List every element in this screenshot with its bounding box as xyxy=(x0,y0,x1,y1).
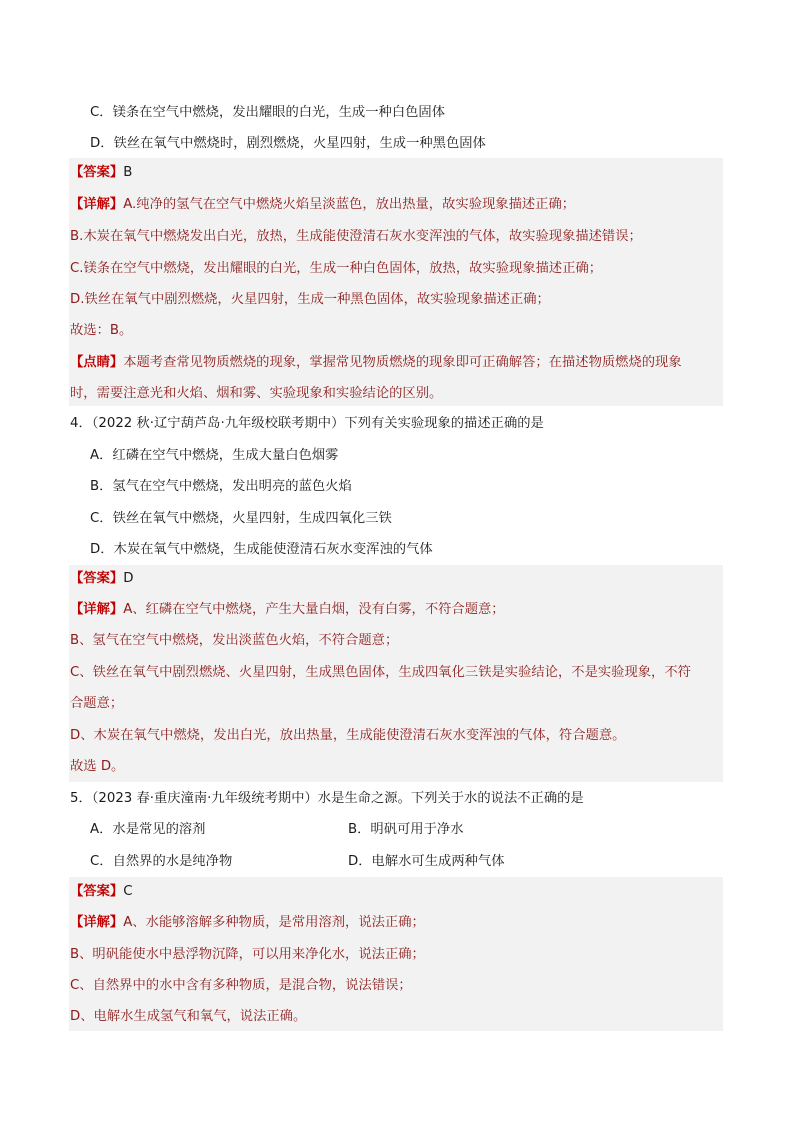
q4-answer-block xyxy=(69,565,723,782)
q5-answer-block xyxy=(69,877,723,1031)
q5-option-d: D．电解水可生成两种气体 xyxy=(348,854,505,869)
q4-stem: 4．（2022 秋·辽宁葫芦岛·九年级校联考期中）下列有关实验现象的描述正确的是 xyxy=(70,416,544,431)
detail-line: C、自然界中的水中含有多种物质，是混合物，说法错误； xyxy=(70,978,412,993)
q3-comment-row xyxy=(69,353,724,373)
comment-tag: 【点睛】 xyxy=(70,355,124,370)
q3-detail-row xyxy=(69,195,724,215)
answer-tag: 【答案】 xyxy=(70,165,124,180)
detail-line: 故选 D。 xyxy=(70,759,125,774)
detail-line: B、氢气在空气中燃烧，发出淡蓝色火焰，不符合题意； xyxy=(70,633,399,648)
detail-tag: 【详解】 xyxy=(70,915,124,930)
q5-stem: 5．（2023 春·重庆潼南·九年级统考期中）水是生命之源。下列关于水的说法不正确的是 xyxy=(70,791,584,806)
detail-line: 故选：B。 xyxy=(70,323,133,338)
detail-line: 合题意； xyxy=(70,696,124,711)
detail-line: D.铁丝在氧气中剧烈燃烧，火星四射，生成一种黑色固体，故实验现象描述正确； xyxy=(70,292,550,307)
q3-answer-row xyxy=(69,163,724,183)
detail-tag: 【详解】 xyxy=(70,602,124,617)
detail-line: A、红磷在空气中燃烧，产生大量白烟，没有白雾，不符合题意； xyxy=(123,602,505,617)
detail-line: A、水能够溶解多种物质，是常用溶剂，说法正确； xyxy=(123,915,425,930)
answer-value: C xyxy=(123,884,133,899)
answer-tag: 【答案】 xyxy=(70,884,124,899)
detail-line: B、明矾能使水中悬浮物沉降，可以用来净化水，说法正确； xyxy=(70,947,425,962)
q5-options-row-2 xyxy=(90,852,730,874)
detail-line: B.木炭在氧气中燃烧发出白光，放热，生成能使澄清石灰水变浑浊的气体，故实验现象描述错误； xyxy=(70,229,642,244)
q3-answer-block xyxy=(69,158,723,406)
comment-line: 本题考查常见物质燃烧的现象，掌握常见物质燃烧的现象即可正确解答；在描述物质燃烧的现象 xyxy=(123,355,682,370)
q4-answer-row xyxy=(69,569,724,589)
q3-option-c: C．镁条在空气中燃烧，发出耀眼的白光，生成一种白色固体 xyxy=(90,105,446,120)
detail-line: D、木炭在氧气中燃烧，发出白光，放出热量，生成能使澄清石灰水变浑浊的气体，符合题意。 xyxy=(70,728,626,743)
q4-option-d: D．木炭在氧气中燃烧，生成能使澄清石灰水变浑浊的气体 xyxy=(90,542,433,557)
detail-line: D、电解水生成氢气和氧气，说法正确。 xyxy=(70,1009,307,1024)
q5-detail-row xyxy=(69,913,724,933)
q5-options-row-1 xyxy=(90,820,730,842)
q5-answer-row xyxy=(69,882,724,902)
answer-value: D xyxy=(123,571,134,586)
q4-option-c: C．铁丝在氧气中燃烧，火星四射，生成四氧化三铁 xyxy=(90,511,392,526)
q5-option-b: B．明矾可用于净水 xyxy=(348,822,464,837)
q4-detail-row xyxy=(69,600,724,620)
answer-value: B xyxy=(123,165,133,180)
answer-tag: 【答案】 xyxy=(70,571,124,586)
q3-option-d: D．铁丝在氧气中燃烧时，剧烈燃烧，火星四射，生成一种黑色固体 xyxy=(90,136,486,151)
detail-line: C.镁条在空气中燃烧，发出耀眼的白光，生成一种白色固体，放热，故实验现象描述正确； xyxy=(70,261,603,276)
q5-option-a: A．水是常见的溶剂 xyxy=(90,822,206,837)
q4-option-b: B．氢气在空气中燃烧，发出明亮的蓝色火焰 xyxy=(90,479,352,494)
q5-option-c: C．自然界的水是纯净物 xyxy=(90,854,233,869)
detail-line: A.纯净的氢气在空气中燃烧火焰呈淡蓝色，放出热量，故实验现象描述正确； xyxy=(123,197,576,212)
detail-tag: 【详解】 xyxy=(70,197,124,212)
comment-line: 时，需要注意光和火焰、烟和雾、实验现象和实验结论的区别。 xyxy=(70,386,443,401)
detail-line: C、铁丝在氧气中剧烈燃烧、火星四射，生成黑色固体，生成四氧化三铁是实验结论，不是实验现象，不符 xyxy=(70,665,691,680)
q4-option-a: A．红磷在空气中燃烧，生成大量白色烟雾 xyxy=(90,448,339,463)
